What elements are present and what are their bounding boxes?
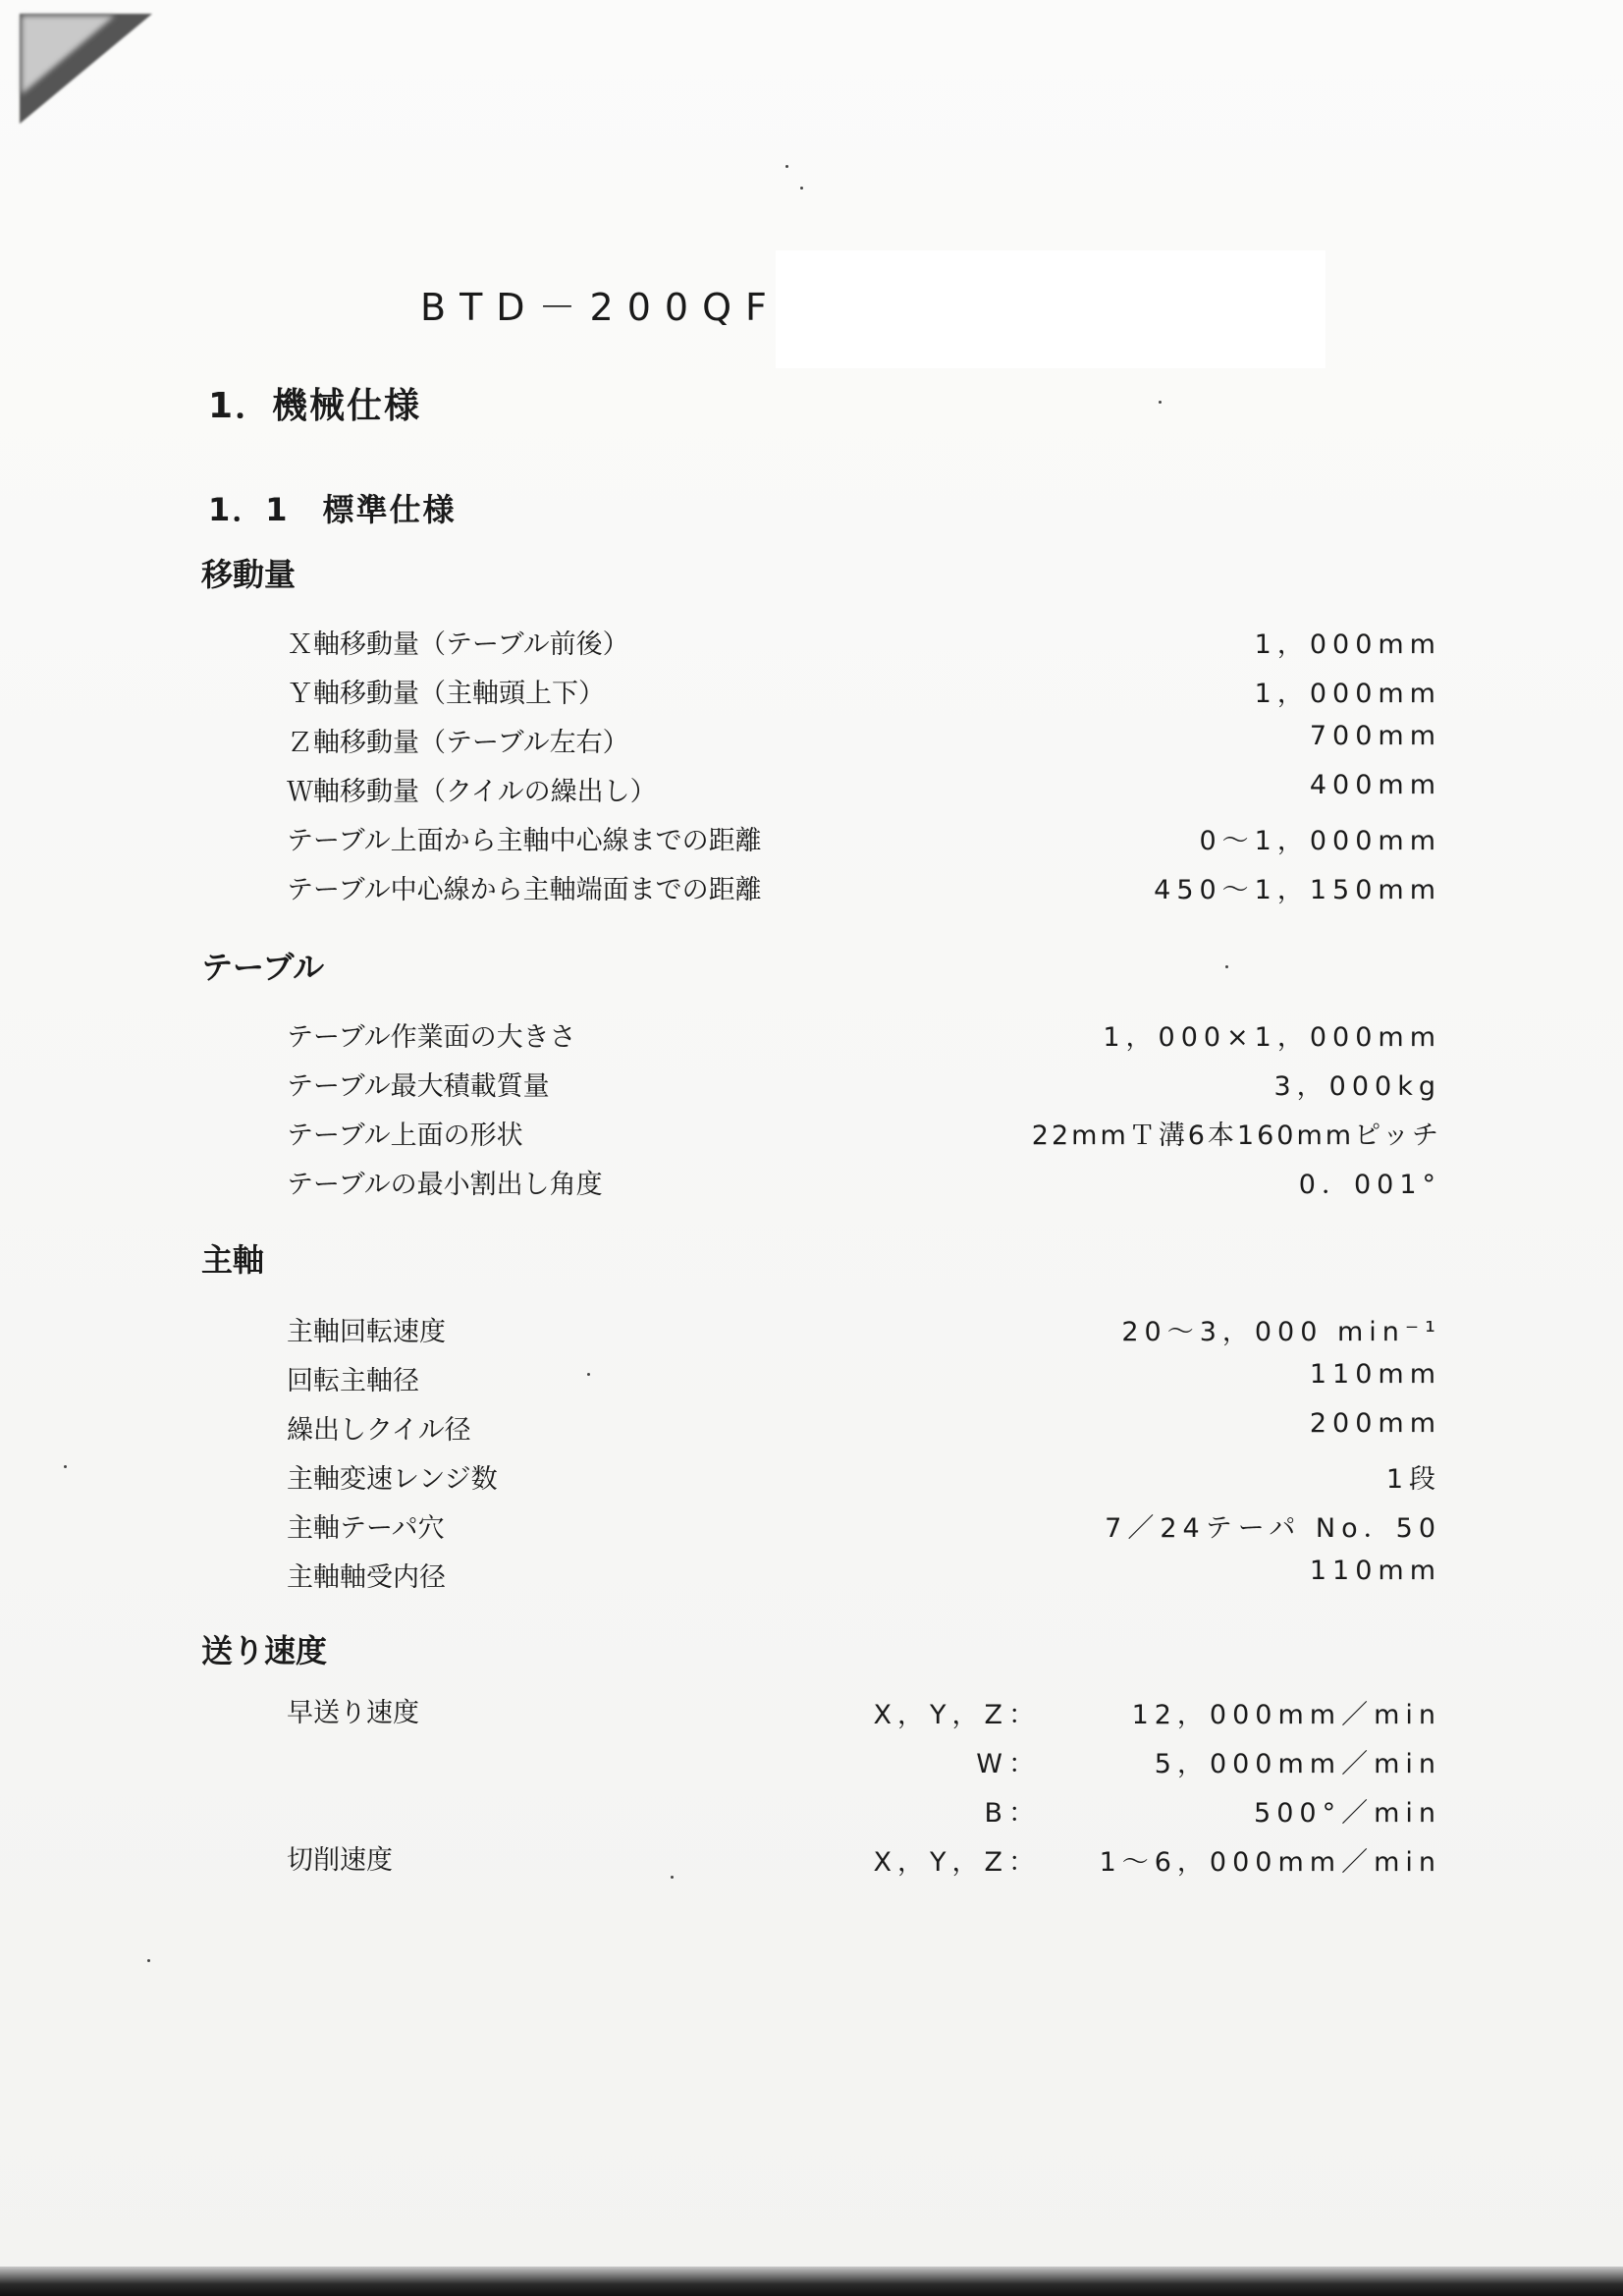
spec-label: Ｗ軸移動量（クイルの繰出し） — [287, 777, 657, 807]
spec-value: 1段 — [1385, 1464, 1441, 1495]
spec-label: 回転主軸径 — [287, 1366, 419, 1396]
spec-value: 200mm — [1309, 1408, 1441, 1439]
section-title-spindle: 主軸 — [201, 1241, 265, 1279]
spec-label: テーブル中心線から主軸端面までの距離 — [287, 875, 762, 905]
spec-label-rapid-feed: 早送り速度 — [287, 1698, 419, 1728]
spec-value: 12，000mm／min — [1131, 1700, 1441, 1730]
spec-value: 110mm — [1309, 1556, 1441, 1586]
scan-speck — [147, 1959, 150, 1962]
section-title-travel: 移動量 — [201, 556, 297, 593]
section-title-feed: 送り速度 — [201, 1632, 328, 1669]
spec-value: 7／24テーパ No．50 — [1105, 1513, 1441, 1544]
spec-value: 110mm — [1309, 1359, 1441, 1390]
spec-value: 5，000mm／min — [1154, 1749, 1441, 1779]
spec-label: テーブル上面から主軸中心線までの距離 — [287, 826, 762, 856]
spec-label: 主軸軸受内径 — [287, 1562, 446, 1593]
scan-speck — [671, 1876, 674, 1879]
spec-value: 1，000mm — [1254, 679, 1441, 709]
spec-label: テーブル作業面の大きさ — [287, 1022, 576, 1053]
spec-value: 20～3，000 min⁻¹ — [1121, 1317, 1441, 1347]
scan-speck — [64, 1465, 67, 1468]
section-title-table: テーブル — [201, 949, 325, 986]
spec-value: 0．001° — [1298, 1170, 1441, 1200]
spec-label: Ｙ軸移動量（主軸頭上下） — [287, 679, 605, 709]
blank-area — [776, 250, 1325, 368]
spec-label: テーブル上面の形状 — [287, 1121, 523, 1151]
scan-speck — [785, 165, 788, 168]
spec-value: 500°／min — [1254, 1798, 1441, 1829]
spec-value: 3，000kg — [1273, 1071, 1441, 1102]
axis-label: B： — [984, 1798, 1041, 1829]
spec-value: 700mm — [1309, 721, 1441, 751]
spec-label: 主軸回転速度 — [287, 1317, 446, 1347]
spec-label: テーブル最大積載質量 — [287, 1071, 550, 1102]
scan-speck — [800, 187, 803, 190]
spec-value: 1，000×1，000mm — [1103, 1022, 1441, 1053]
spec-value: 0～1，000mm — [1199, 826, 1441, 856]
spec-value: 22mmＴ溝6本160mmピッチ — [1031, 1121, 1441, 1151]
spec-value: 1～6，000mm／min — [1099, 1847, 1441, 1878]
axis-label: W： — [976, 1749, 1041, 1779]
spec-label: 主軸変速レンジ数 — [287, 1464, 498, 1495]
spec-label: 繰出しクイル径 — [287, 1415, 471, 1446]
scan-speck — [1159, 401, 1162, 404]
spec-value: 1，000mm — [1254, 629, 1441, 660]
scan-edge — [0, 2267, 1623, 2296]
spec-value: 450～1，150mm — [1154, 875, 1441, 905]
spec-value: 400mm — [1309, 770, 1441, 800]
page-corner-shadow — [22, 16, 115, 94]
axis-label: X，Y，Z： — [873, 1700, 1041, 1730]
spec-label: 主軸テーパ穴 — [287, 1513, 445, 1544]
spec-label: Ｘ軸移動量（テーブル前後） — [287, 629, 629, 660]
spec-label: Ｚ軸移動量（テーブル左右） — [287, 728, 629, 758]
heading-machine-specs: 1．機械仕様 — [208, 386, 422, 426]
spec-label: テーブルの最小割出し角度 — [287, 1170, 603, 1200]
model-title: BTD－200QF — [420, 286, 781, 329]
scan-speck — [1225, 965, 1228, 968]
spec-label-cutting-feed: 切削速度 — [287, 1845, 393, 1876]
heading-standard-specs: 1．1 標準仕様 — [208, 491, 457, 528]
scan-speck — [587, 1373, 590, 1376]
axis-label: X，Y，Z： — [873, 1847, 1041, 1878]
